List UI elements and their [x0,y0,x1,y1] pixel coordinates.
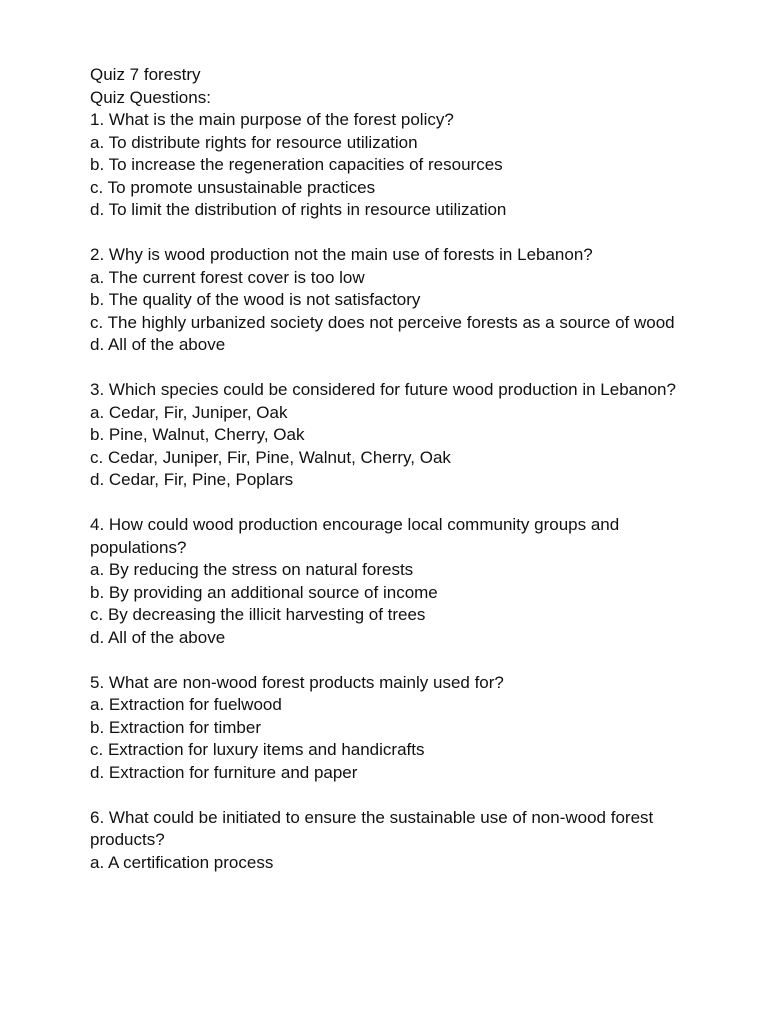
question-block [90,379,690,492]
answer-option: b. To increase the regeneration capacities of resources [90,155,503,174]
answer-option: b. Pine, Walnut, Cherry, Oak [90,425,305,444]
question-text: 2. Why is wood production not the main use of forests in Lebanon? [90,245,593,264]
answer-option: a. Cedar, Fir, Juniper, Oak [90,402,288,422]
answer-option: d. To limit the distribution of rights in resource utilization [90,200,507,219]
answer-option: c. Extraction for luxury items and handicrafts [90,740,425,759]
answer-option: a. By reducing the stress on natural forests [90,560,414,579]
answer-option: a. A certification process [90,852,274,872]
answer-option: b. The quality of the wood is not satisfactory [90,290,421,309]
answer-option: c. To promote unsustainable practices [90,177,376,197]
answer-option: c. The highly urbanized society does not perceive forests as a source of wood [90,312,675,332]
answer-option: d. Extraction for furniture and paper [90,762,358,782]
answer-option: a. The current forest cover is too low [90,267,365,287]
answer-option: d. All of the above [90,627,226,647]
answer-option: c. Cedar, Juniper, Fir, Pine, Walnut, Cherry, Oak [90,447,451,467]
question-text: 1. What is the main purpose of the forest policy? [90,110,454,129]
section-heading: Quiz Questions: [90,87,211,107]
question-block [90,244,690,357]
answer-option: c. By decreasing the illicit harvesting of trees [90,605,426,624]
answer-option: b. By providing an additional source of income [90,582,438,602]
question-block [90,514,690,649]
answer-option: d. All of the above [90,335,226,354]
answer-option: b. Extraction for timber [90,717,262,737]
question-block [90,672,690,785]
answer-option: d. Cedar, Fir, Pine, Poplars [90,470,294,489]
document-page [90,64,690,874]
question-text: 3. Which species could be considered for future wood production in Lebanon? [90,380,676,399]
answer-option: a. To distribute rights for resource utilization [90,132,418,152]
answer-option: a. Extraction for fuelwood [90,695,282,714]
question-block [90,109,690,222]
question-text: 5. What are non-wood forest products mainly used for? [90,672,504,692]
question-block [90,807,690,875]
question-text: 6. What could be initiated to ensure the sustainable use of non-wood forest products? [90,807,654,849]
question-text: 4. How could wood production encourage local community groups and populations? [90,515,620,557]
question-list [90,109,690,874]
document-title: Quiz 7 forestry [90,65,201,84]
